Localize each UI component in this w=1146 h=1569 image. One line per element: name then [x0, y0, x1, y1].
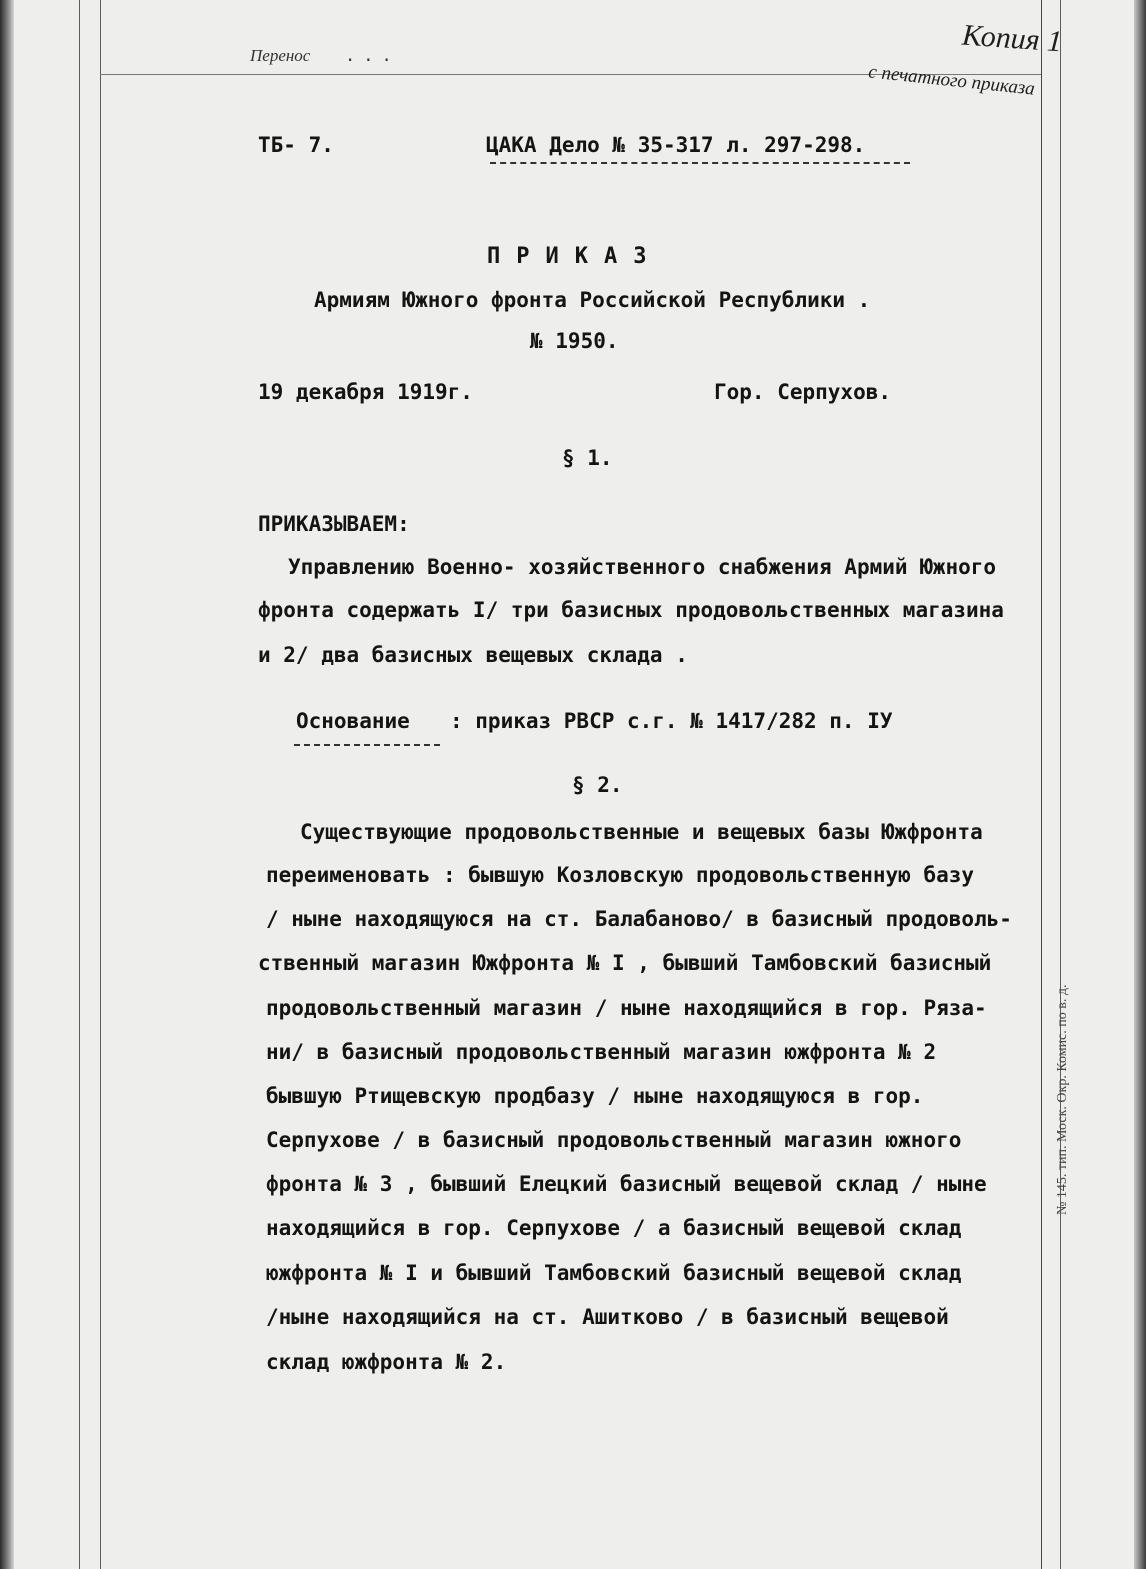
text-line: Серпухове / в базисный продовольственный магазин южного — [266, 1128, 962, 1152]
text-line: южфронта № I и бывший Тамбовский базисный вещевой склад — [266, 1261, 962, 1285]
section-heading: § 2. — [572, 773, 623, 797]
basis-label: Основание — [296, 709, 410, 733]
text-line: переименовать : бывшую Козловскую продовольственную базу — [266, 863, 975, 887]
text-line: продовольственный магазин / ныне находящийся в гор. Ряза- — [266, 996, 987, 1020]
order-number: № 1950. — [530, 329, 619, 353]
order-title: ПРИКАЗ — [487, 244, 663, 269]
margin-rule — [1041, 0, 1042, 1569]
leader-dots: ... — [345, 46, 400, 66]
text-line: Существующие продовольственные и вещевых базы Южфронта — [300, 820, 983, 844]
order-place: Гор. Серпухов. — [714, 380, 892, 404]
archive-reference: ЦАКА Дело № 35-317 л. 297-298. — [486, 133, 866, 157]
printer-stamp: № 145. тип. Моск. Окр. Комис. по в. д. — [1055, 984, 1070, 1215]
text-line: ни/ в базисный продовольственный магазин южфронта № 2 — [266, 1040, 937, 1064]
text-line: бывшую Ртищевскую продбазу / ныне находящуюся в гор. — [266, 1084, 924, 1108]
scan-edge-right — [1134, 0, 1146, 1569]
archive-reference-underline — [490, 162, 910, 164]
order-date: 19 декабря 1919г. — [258, 380, 473, 404]
margin-rule — [79, 0, 80, 1569]
margin-label: Перенос — [250, 46, 311, 65]
text-line: фронта содержать I/ три базисных продовольственных магазина — [258, 598, 1004, 622]
text-line: / ныне находящуюся на ст. Балабаново/ в базисный продоволь- — [266, 907, 1012, 931]
text-line: фронта № 3 , бывший Елецкий базисный вещевой склад / ныне — [266, 1172, 987, 1196]
text-line: склад южфронта № 2. — [266, 1350, 507, 1374]
order-recipient: Армиям Южного фронта Российской Республики . — [314, 288, 871, 312]
basis-text: : приказ РВСР с.г. № 1417/282 п. IУ — [450, 709, 893, 733]
margin-rule — [1060, 0, 1061, 1569]
text-line: и 2/ два базисных вещевых склада . — [258, 643, 688, 667]
text-line: ственный магазин Южфронта № I , бывший Тамбовский базисный — [258, 951, 992, 975]
section-heading: § 1. — [562, 446, 613, 470]
basis-label-underline — [294, 744, 440, 746]
handwritten-note-source: с печатного приказа — [867, 61, 1036, 100]
text-line: находящийся в гор. Серпухове / а базисный вещевой склад — [266, 1216, 962, 1240]
doc-code: ТБ- 7. — [258, 133, 334, 157]
text-line: Управлению Военно- хозяйственного снабжения Армий Южного — [288, 555, 997, 579]
text-line: /ныне находящийся на ст. Ашитково / в базисный вещевой — [266, 1305, 949, 1329]
margin-rule — [100, 0, 101, 1569]
order-command: ПРИКАЗЫВАЕМ: — [258, 512, 410, 536]
handwritten-note-copy: Копия 1 — [961, 18, 1064, 59]
scan-edge-left — [0, 0, 14, 1569]
